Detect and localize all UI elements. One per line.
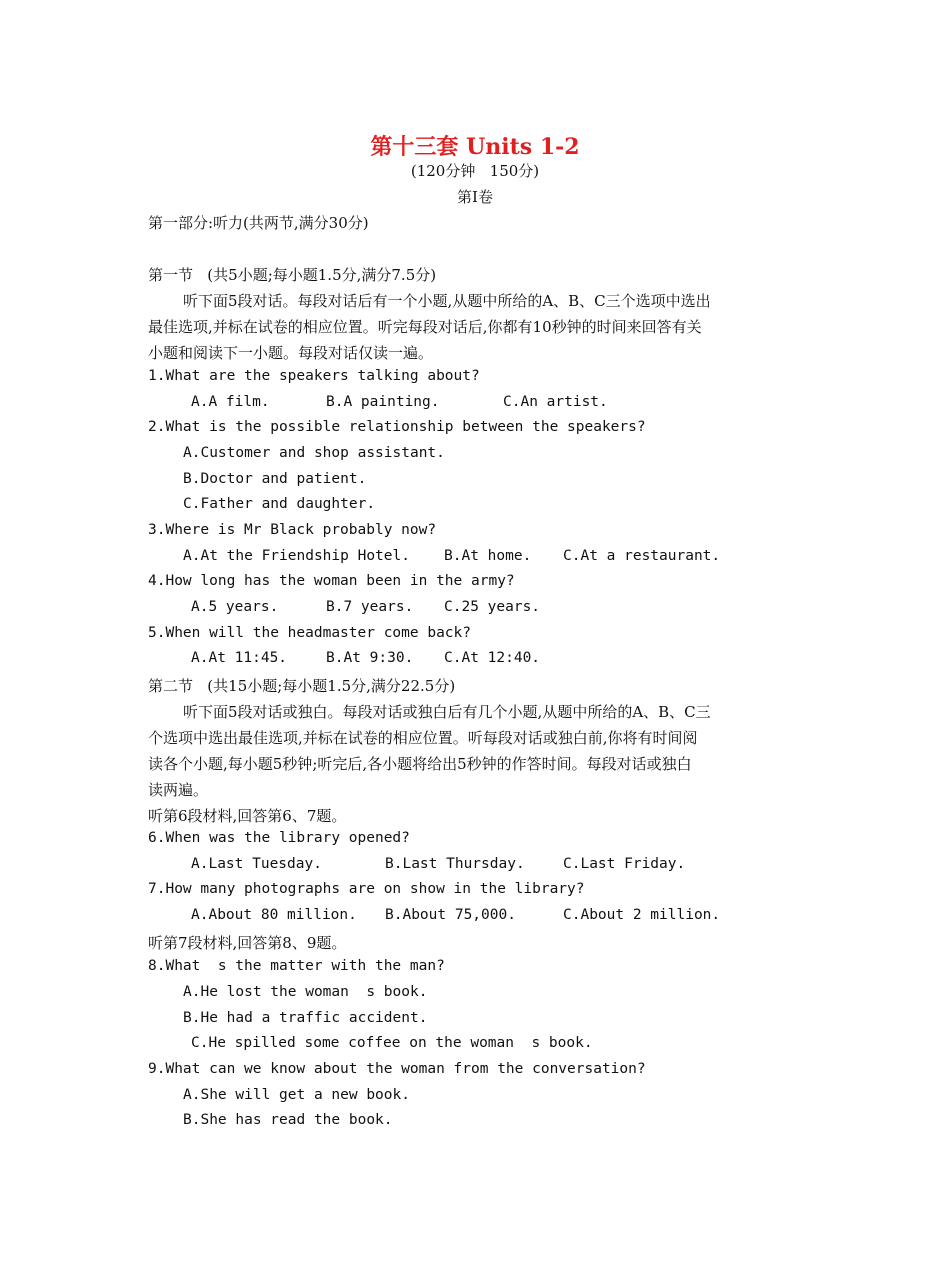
section1-instr-2: 最佳选项,并标在试卷的相应位置。听完每段对话后,你都有10秒钟的时间来回答有关: [148, 318, 702, 336]
option-5b: B.At 9:30.: [326, 650, 414, 666]
question-8: 8.What s the matter with the man?: [148, 958, 445, 974]
section2-instr-4: 读两遍。: [148, 781, 209, 799]
option-3b: B.At home.: [444, 548, 532, 564]
question-7: 7.How many photographs are on show in the library?: [148, 881, 585, 897]
option-1b: B.A painting.: [326, 394, 440, 410]
material-7-note: 听第7段材料,回答第8、9题。: [148, 934, 347, 952]
option-9b: B.She has read the book.: [183, 1112, 393, 1128]
option-4a: A.5 years.: [191, 599, 279, 615]
option-4b: B.7 years.: [326, 599, 414, 615]
option-6c: C.Last Friday.: [563, 856, 686, 872]
part-heading: 第一部分:听力(共两节,满分30分): [148, 214, 369, 232]
material-6-note: 听第6段材料,回答第6、7题。: [148, 807, 347, 825]
section2-instr-1: 听下面5段对话或独白。每段对话或独白后有几个小题,从题中所给的A、B、C三: [183, 703, 711, 721]
section1-instr-3: 小题和阅读下一小题。每段对话仅读一遍。: [148, 344, 434, 362]
option-1c: C.An artist.: [503, 394, 608, 410]
option-7b: B.About 75,000.: [385, 907, 516, 923]
option-6b: B.Last Thursday.: [385, 856, 525, 872]
option-8b: B.He had a traffic accident.: [183, 1010, 428, 1026]
question-5: 5.When will the headmaster come back?: [148, 625, 472, 641]
option-3a: A.At the Friendship Hotel.: [183, 548, 410, 564]
section2-instr-3: 读各个小题,每小题5秒钟;听完后,各小题将给出5秒钟的作答时间。每段对话或独白: [148, 755, 692, 773]
option-8a: A.He lost the woman s book.: [183, 984, 428, 1000]
option-1a: A.A film.: [191, 394, 270, 410]
question-1: 1.What are the speakers talking about?: [148, 368, 480, 384]
time-score: (120分钟 150分): [410, 162, 540, 180]
volume-label: 第Ⅰ卷: [457, 188, 493, 206]
section2-instr-2: 个选项中选出最佳选项,并标在试卷的相应位置。听每段对话或独白前,你将有时间阅: [148, 729, 698, 747]
option-3c: C.At a restaurant.: [563, 548, 721, 564]
question-9: 9.What can we know about the woman from the conversation?: [148, 1061, 646, 1077]
option-6a: A.Last Tuesday.: [191, 856, 322, 872]
question-2: 2.What is the possible relationship between the speakers?: [148, 419, 646, 435]
option-2c: C.Father and daughter.: [183, 496, 376, 512]
option-9a: A.She will get a new book.: [183, 1087, 410, 1103]
section1-heading: 第一节 (共5小题;每小题1.5分,满分7.5分): [148, 266, 437, 284]
option-7c: C.About 2 million.: [563, 907, 721, 923]
option-7a: A.About 80 million.: [191, 907, 357, 923]
question-6: 6.When was the library opened?: [148, 830, 410, 846]
option-2a: A.Customer and shop assistant.: [183, 445, 445, 461]
option-5c: C.At 12:40.: [444, 650, 541, 666]
section1-instr-1: 听下面5段对话。每段对话后有一个小题,从题中所给的A、B、C三个选项中选出: [183, 292, 711, 310]
section2-heading: 第二节 (共15小题;每小题1.5分,满分22.5分): [148, 677, 456, 695]
question-4: 4.How long has the woman been in the army?: [148, 573, 515, 589]
option-5a: A.At 11:45.: [191, 650, 288, 666]
doc-title: 第十三套 Units 1-2: [370, 134, 580, 160]
option-8c: C.He spilled some coffee on the woman s book.: [191, 1035, 593, 1051]
option-4c: C.25 years.: [444, 599, 541, 615]
option-2b: B.Doctor and patient.: [183, 471, 367, 487]
question-3: 3.Where is Mr Black probably now?: [148, 522, 437, 538]
